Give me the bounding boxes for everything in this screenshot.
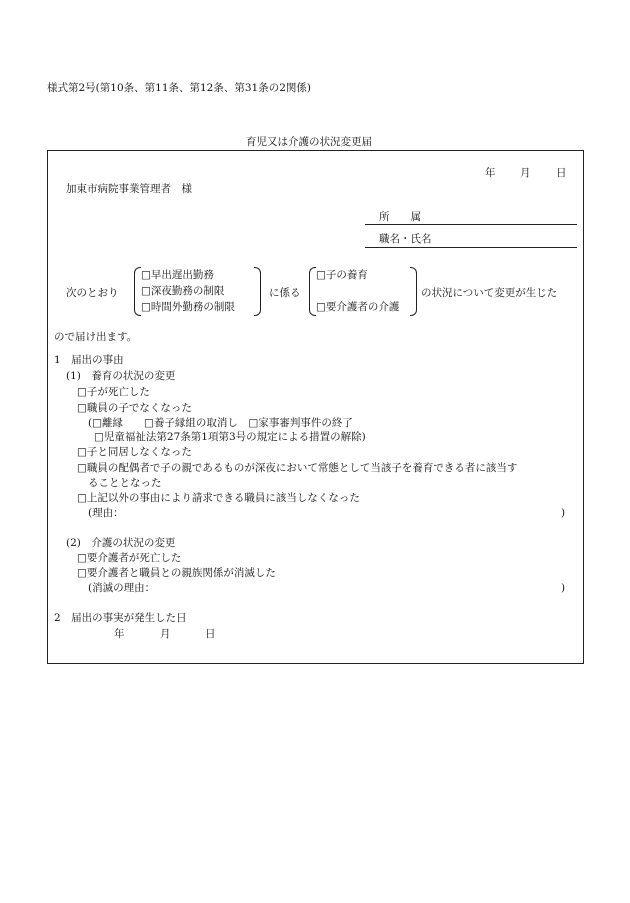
reason-line2: □児童福祉法第27条第1項第3号の規定による措置の解除) [94, 431, 366, 443]
item-not-child: □職員の子でなくなった [77, 402, 192, 414]
reason-line1: (□離縁 □養子縁組の取消し □家事審判事件の終了 [88, 417, 353, 429]
extinction-reason-close: ) [561, 582, 566, 594]
affiliation-label: 所 属 [379, 211, 421, 223]
option-child-care: □子の養育 [316, 269, 368, 281]
reason-open: (理由： [88, 507, 124, 519]
reason-close: ) [561, 507, 566, 519]
occurrence-day: 日 [205, 628, 216, 640]
right-paren-a [254, 267, 261, 316]
form-title: 育児又は介護の状況変更届 [246, 136, 372, 148]
statement-continuation: ので届け出ます。 [54, 331, 138, 343]
affiliation-underline [365, 224, 577, 225]
item-other-reason: □上記以外の事由により請求できる職員に該当しなくなった [77, 492, 360, 504]
left-paren-a [134, 267, 141, 316]
option-nursing-care: □要介護者の介護 [316, 301, 400, 313]
extinction-reason-open: (消滅の理由： [88, 582, 156, 594]
option-night-limit: □深夜勤務の制限 [141, 285, 225, 297]
occurrence-month: 月 [160, 628, 171, 640]
item-not-living-together: □子と同居しなくなった [77, 446, 192, 458]
form-number: 様式第2号(第10条、第11条、第12条、第31条の2関係) [47, 82, 311, 94]
item-spouse-line2: ることとなった [88, 477, 162, 489]
sub1-heading: (1) 養育の状況の変更 [66, 370, 176, 382]
section2-heading: 2 届出の事実が発生した日 [54, 612, 187, 624]
statement-suffix: の状況について変更が生じた [421, 287, 558, 299]
item-relation-ended: □要介護者と職員との親族関係が消滅した [77, 567, 276, 579]
addressee: 加東市病院事業管理者 様 [66, 183, 192, 195]
date-day: 日 [556, 167, 567, 179]
statement-middle: に係る [269, 287, 301, 299]
left-paren-b [309, 267, 316, 316]
name-label: 職名・氏名 [379, 233, 432, 245]
sub2-heading: (2) 介護の状況の変更 [66, 537, 176, 549]
right-paren-b [410, 267, 417, 316]
section1-heading: 1 届出の事由 [54, 354, 124, 366]
date-month: 月 [520, 167, 531, 179]
date-year: 年 [485, 167, 496, 179]
option-overtime-limit: □時間外勤務の制限 [141, 301, 235, 313]
item-care-recipient-death: □要介護者が死亡した [77, 552, 182, 564]
item-child-death: □子が死亡した [77, 386, 150, 398]
occurrence-year: 年 [114, 628, 125, 640]
item-spouse-line1: □職員の配偶者で子の親であるものが深夜において常態として当該子を養育できる者に該当す [77, 462, 518, 474]
statement-prefix: 次のとおり [66, 287, 119, 299]
option-early-late: □早出遅出勤務 [141, 269, 214, 281]
name-underline [365, 247, 577, 248]
